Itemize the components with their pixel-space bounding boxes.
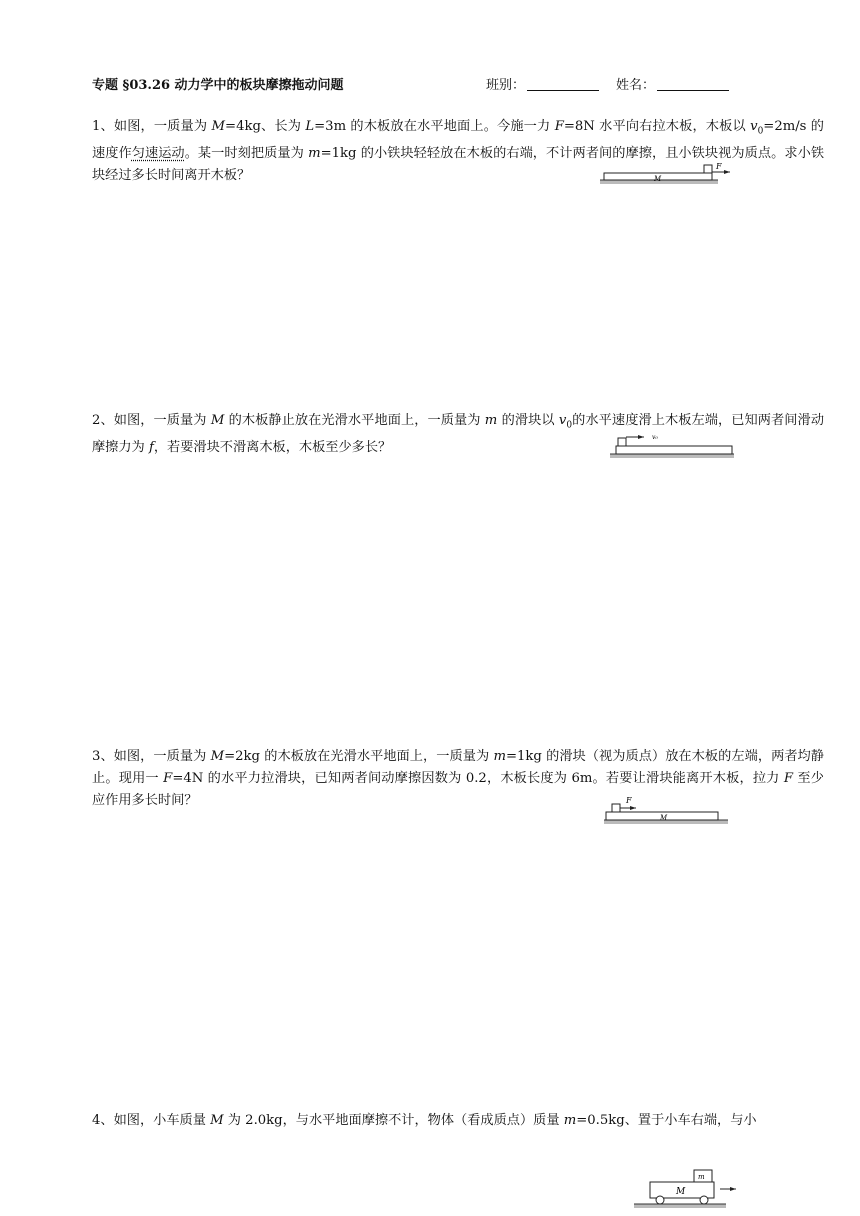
name-label: 姓名： <box>616 78 656 93</box>
board <box>616 446 732 454</box>
name-field <box>616 74 729 93</box>
name-blank[interactable] <box>657 78 729 91</box>
class-field <box>486 74 599 93</box>
fig-label-m: m <box>698 1173 705 1181</box>
fig-label-F: F <box>716 162 722 171</box>
slider-block <box>618 438 626 446</box>
arrow-right-icon <box>724 170 730 174</box>
ground <box>610 454 734 458</box>
worksheet-header <box>92 74 752 94</box>
figure-4 <box>630 1166 740 1212</box>
arrow-right-icon <box>730 1187 736 1191</box>
wheel-right <box>700 1196 708 1204</box>
question-1: 1、如图，一质量为 M=4kg、长为 L=3m 的木板放在水平地面上。今施一力 F=8N 水平向右拉木板，木板以 $v_0=2m/s$ 的速度作匀速运动。某一时刻把质量为 m=1kg 的小铁块轻轻放在木板的右端，不计两者间的摩擦，且小铁块视为质点。求小铁块经过多长时间离开木板？ <box>92 119 825 183</box>
wheel-left <box>656 1196 664 1204</box>
fig-label-F: F <box>626 796 632 805</box>
fig-label-M: M <box>654 175 662 183</box>
figure-3 <box>602 794 732 828</box>
question-4: 4、如图，小车质量 M 为 2.0kg，与水平地面摩擦不计，物体（看成质点）质量 m=0.5kg、置于小车右端，与小 <box>92 1113 757 1128</box>
fig-label-v0: v₀ <box>652 434 658 441</box>
arrow-right-icon <box>630 806 636 810</box>
ground <box>634 1204 726 1208</box>
question-2: 2、如图，一质量为 M 的木板静止放在光滑水平地面上，一质量为 m 的滑块以 $v_0$的水平速度滑上木板左端，已知两者间滑动摩擦力为 f，若要滑块不滑离木板，木板至少多长？ <box>92 413 825 455</box>
fig-label-M: M <box>676 1187 686 1197</box>
slider-block <box>612 804 620 812</box>
class-blank[interactable] <box>527 78 599 91</box>
question-3: 3、如图，一质量为 M=2kg 的木板放在光滑水平地面上，一质量为 m=1kg 的滑块（视为质点）放在木板的左端，两者均静止。现用一 F=4N 的水平力拉滑块，已知两者间动摩擦因数为 0.2，木板长度为 6m。若要让滑块能离开木板，拉力 F 至少应作用多长时间？ <box>92 749 824 808</box>
class-label: 班别： <box>486 78 526 93</box>
arrow-right-icon <box>638 435 644 439</box>
figure-2 <box>608 430 738 460</box>
iron-block <box>704 165 712 173</box>
fig-label-M: M <box>660 814 668 822</box>
figure-1 <box>596 160 736 188</box>
worksheet-title: 专题 §03.26 动力学中的板块摩擦拖动问题 <box>92 78 344 93</box>
